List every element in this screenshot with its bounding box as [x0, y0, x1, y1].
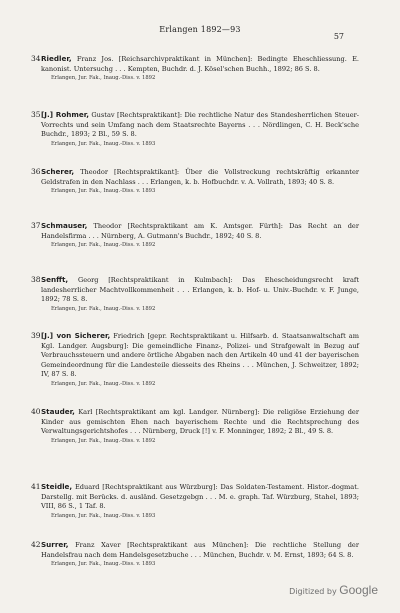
watermark-prefix: Digitized by	[289, 587, 337, 596]
entry-number: 36	[31, 167, 41, 176]
entry-35	[31, 110, 359, 148]
page-number: 57	[333, 32, 344, 41]
author-name: Senfft,	[41, 275, 69, 284]
entry-text: Franz Xaver [Rechtspraktikant aus München]: Die rechtliche Stellung der Handelsfrau nach dem Handelsgesetzbuche . . . München, Buchdr. v. M. Ernst, 1893; 64 S. 8.	[41, 541, 359, 559]
entry-text: Gustav [Rechtspraktikant]: Die rechtliche Natur des Standesherrlichen Steuer-Vorrechts und sein Umfang nach dem Staatsrechte Bayerns . . . Nördlingen, C. H. Beck'sche Buchdr., 1893; 2 Bl., 59 S. 8.	[41, 111, 359, 139]
entry-40	[31, 407, 359, 445]
entry-41	[31, 482, 359, 520]
entry-number: 35	[31, 110, 41, 119]
author-name: Schmauser,	[41, 221, 88, 230]
author-name: Riedler,	[41, 54, 72, 63]
digitized-watermark	[289, 583, 378, 597]
entry-number: 37	[31, 221, 41, 230]
entry-36	[31, 167, 359, 195]
entry-note: Erlangen, Jur. Fak., Inaug.-Diss. v. 1893	[51, 561, 156, 568]
author-name: Scherer,	[41, 167, 75, 176]
entry-note: Erlangen, Jur. Fak., Inaug.-Diss. v. 1892	[51, 380, 156, 387]
entry-text: Eduard [Rechtspraktikant aus Würzburg]: Das Soldaten-Testament. Histor.-dogmat. Darstellg. mit Berücks. d. ausländ. Gesetzgebgn . . . M. e. graph. Taf. Würzburg, Stahel, 1893; VIII, 86 S., 1 Taf. 8.	[41, 483, 359, 511]
entry-note: Erlangen, Jur. Fak., Inaug.-Diss. v. 1892	[51, 437, 156, 444]
page-header	[0, 25, 400, 39]
entry-34	[31, 54, 359, 82]
author-name: Steidle,	[41, 482, 73, 491]
author-name: [J.] von Sicherer,	[41, 331, 111, 340]
entry-text: Karl [Rechtspraktikant am kgl. Landger. Nürnberg]: Die religiöse Erziehung der Kinder aus gemischten Ehen nach bayerischem Rechte und die Rechtsprechung des Verwaltungsgerichtshofes . . . Nürnberg, Druck [!] v. F. Monninger, 1892; 2 Bl., 49 S. 8.	[41, 408, 359, 436]
entry-42	[31, 540, 359, 568]
author-name: Stauder,	[41, 407, 75, 416]
entry-text: Friedrich [gepr. Rechtspraktikant u. Hilfsarb. d. Staatsanwaltschaft am Kgl. Landger. Augsburg]: Die gemeindliche Finanz-, Polizei- und Strafgewalt in Bezug auf Verbrauchssteuern und andere örtliche Abgaben nach den Artikeln 40 und 41 der bayerischen Gemeindeordnung für die Landesteile diesseits des Rheins . . . München, J. Schweitzer, 1892; IV, 87 S. 8.	[41, 332, 359, 379]
author-name: Surrer,	[41, 540, 69, 549]
entry-text: Theodor [Rechtspraktikant am K. Amtsger. Fürth]: Das Recht an der Handelsfirma . . . Nürnberg, A. Gutmann's Buchdr., 1892; 40 S. 8.	[41, 222, 359, 240]
entry-number: 39	[31, 331, 41, 340]
entry-37	[31, 221, 359, 249]
entry-number: 34	[31, 54, 41, 63]
entry-note: Erlangen, Jur. Fak., Inaug.-Diss. v. 1893	[51, 140, 156, 147]
entry-38	[31, 275, 359, 313]
entry-number: 42	[31, 540, 41, 549]
entry-note: Erlangen, Jur. Fak., Inaug.-Diss. v. 1892	[51, 75, 156, 82]
entry-text: Franz Jos. [Reichsarchivpraktikant in München]: Bedingte Eheschliessung. E. kanonist. Untersuchg . . . Kempten, Buchdr. d. J. Kösel'schen Buchh., 1892; 86 S. 8.	[41, 55, 359, 73]
running-title: Erlangen 1892—93	[159, 25, 241, 34]
entry-note: Erlangen, Jur. Fak., Inaug.-Diss. v. 1892	[51, 305, 156, 312]
entry-39	[31, 331, 359, 388]
entry-note: Erlangen, Jur. Fak., Inaug.-Diss. v. 1893	[51, 512, 156, 519]
entry-note: Erlangen, Jur. Fak., Inaug.-Diss. v. 1893	[51, 188, 156, 195]
entry-number: 40	[31, 407, 41, 416]
author-name: [J.] Rohmer,	[41, 110, 89, 119]
entry-text: Theodor [Rechtspraktikant]: Über die Vollstreckung rechtskräftig erkannter Geldstrafen in den Nachlass . . . Erlangen, k. b. Hofbuchdr. v. A. Vollrath, 1893; 40 S. 8.	[41, 168, 359, 186]
entry-number: 38	[31, 275, 41, 284]
google-logo: Google	[339, 583, 378, 597]
entry-text: Georg [Rechtspraktikant in Kulmbach]: Das Ehescheidungsrecht kraft landesherrlicher Machtvollkommenheit . . . Erlangen, k. b. Hof- u. Univ.-Buchdr. v. F. Junge, 1892; 78 S. 8.	[41, 276, 359, 304]
entry-number: 41	[31, 482, 41, 491]
entry-note: Erlangen, Jur. Fak., Inaug.-Diss. v. 1892	[51, 242, 156, 249]
